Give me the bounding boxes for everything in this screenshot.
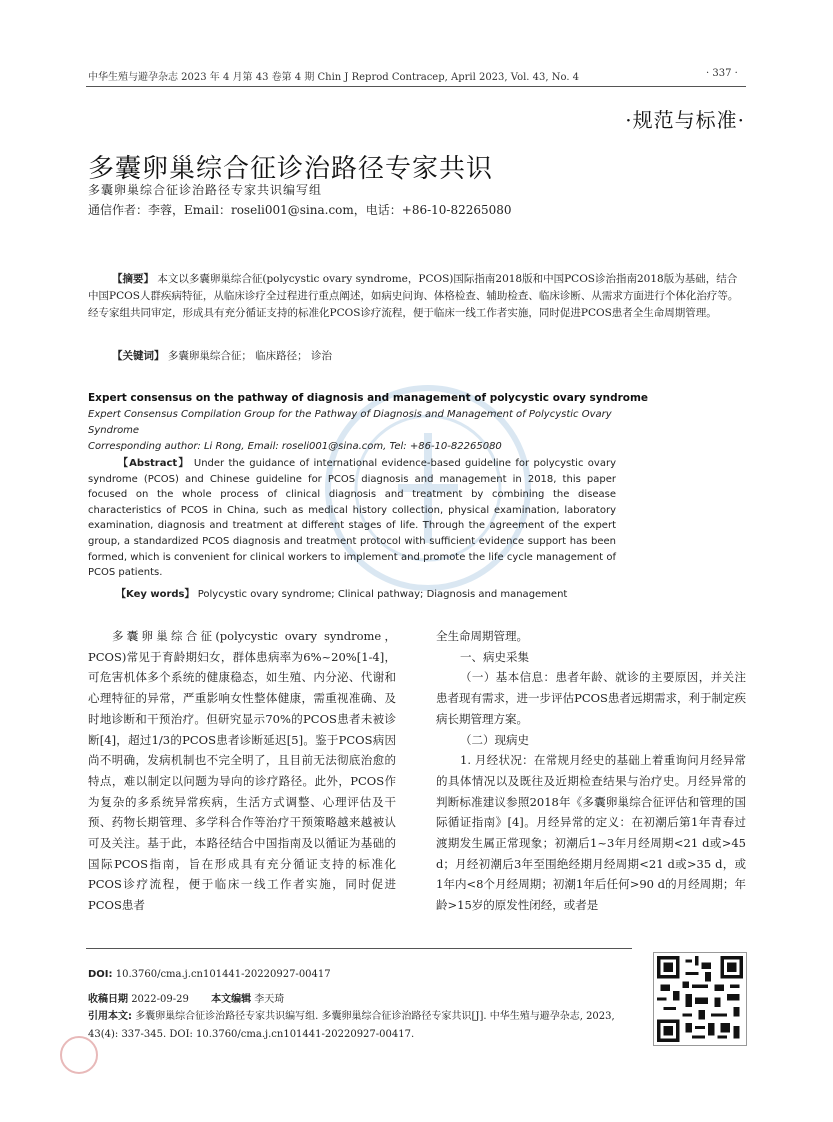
header-rule xyxy=(86,86,746,87)
english-author-group: Expert Consensus Compilation Group for the Pathway of Diagnosis and Management of Polycystic Ovary Syndrome xyxy=(88,409,612,436)
running-header: 中华生殖与避孕杂志 2023 年 4 月第 43 卷第 4 期 Chin J Reprod Contracep, April 2023, Vol. 43, No. 4 xyxy=(88,72,580,83)
english-abstract-label: 【Abstract】 xyxy=(118,458,190,469)
english-abstract xyxy=(88,456,616,581)
keywords-cn xyxy=(112,348,332,363)
keywords-cn-label: 【关键词】 xyxy=(112,350,165,362)
body-paragraph: 全生命周期管理。 xyxy=(436,629,528,643)
doi-value: 10.3760/cma.j.cn101441-20220927-00417 xyxy=(115,969,331,980)
qr-code-icon xyxy=(653,952,747,1046)
english-keywords-label: 【Key words】 xyxy=(116,589,195,600)
body-column-left xyxy=(88,626,396,916)
corresponding-author: 通信作者：李蓉，Email：roseli001@sina.com，电话：+86-10-82265080 xyxy=(88,203,512,217)
doi-line xyxy=(88,969,331,980)
doi-label: DOI: xyxy=(88,969,113,980)
section-heading: 一、病史采集 xyxy=(460,649,529,664)
section-tag: ·规范与标准· xyxy=(625,108,745,132)
english-title: Expert consensus on the pathway of diagnosis and management of polycystic ovary syndrome xyxy=(88,392,649,404)
body-column-right xyxy=(436,626,746,916)
body-paragraph: 1. 月经状况：在常规月经史的基础上着重询问月经异常的具体情况以及既往及近期检查结果与治疗史。月经异常的判断标准建议参照2018年《多囊卵巢综合征评估和管理的国际循证指南》[4]。月经异常的定义：在初潮后第1年青春过渡期发生属正常现象；初潮后1~3年月经周期<21 d或>45 d；月经初潮后3年至围绝经期月经周期<21 d或>35 d，或1年内<8个月经周期；初潮1年后任何>90 d的月经周期；年龄>15岁的原发性闭经，或者是 xyxy=(436,753,746,913)
cite-label: 引用本文: xyxy=(88,1011,132,1022)
footer-rule xyxy=(86,948,632,949)
english-keywords xyxy=(116,585,567,600)
author-group: 多囊卵巢综合征诊治路径专家共识编写组 xyxy=(88,183,323,197)
english-keywords-text: Polycystic ovary syndrome; Clinical pathway; Diagnosis and management xyxy=(197,589,568,600)
abstract-cn xyxy=(88,271,746,322)
article-title: 多囊卵巢综合征诊治路径专家共识 xyxy=(88,154,494,184)
body-paragraph: （一）基本信息：患者年龄、就诊的主要原因，并关注患者现有需求，进一步评估PCOS患者远期需求，利于制定疾病长期管理方案。 xyxy=(436,670,746,726)
abstract-cn-text: 本文以多囊卵巢综合征(polycystic ovary syndrome，PCOS)国际指南2018版和中国PCOS诊治指南2018版为基础，结合中国PCOS人群疾病特征，从临床诊疗全过程进行重点阐述，如病史问询、体格检查、辅助检查、临床诊断、从需求方面进行个体化治疗等。经专家组共同审定，形成具有充分循证支持的标准化PCOS诊疗流程，便于临床一线工作者实施，同时促进PCOS患者全生命周期管理。 xyxy=(88,273,739,319)
received-label: 收稿日期 xyxy=(88,994,128,1005)
abstract-cn-label: 【摘要】 xyxy=(112,273,154,285)
keywords-cn-text: 多囊卵巢综合征； 临床路径； 诊治 xyxy=(167,350,333,362)
publisher-logo-icon xyxy=(60,1036,98,1074)
english-abstract-text: Under the guidance of international evidence-based guideline for polycystic ovary syndrome (PCOS) and Chinese guideline for PCOS diagnosis and management in 2018, this paper focused on the whole process of clinical diagnosis and treatment by combining the disease characteristics of PCOS in China, such as medical history collection, physical examination, laboratory examination, diagnosis and treatment at different stages of life. Through the agreement of the expert group, a standardized PCOS diagnosis and treatment protocol with sufficient evidence support has been formed, which is convenient for clinical workers to implement and promote the life cycle management of PCOS patients. xyxy=(88,458,616,579)
citation xyxy=(88,1008,636,1044)
cite-text: 多囊卵巢综合征诊治路径专家共识编写组. 多囊卵巢综合征诊治路径专家共识[J]. 中华生殖与避孕杂志, 2023, 43(4): 337-345. DOI: 10.3760/cma.j.cn101441-20220927-00417. xyxy=(88,1011,615,1040)
received-line xyxy=(88,990,284,1005)
editor-label: 本文编辑 xyxy=(211,994,252,1005)
page-number: · 337 · xyxy=(706,68,738,79)
english-corresponding: Corresponding author: Li Rong, Email: roseli001@sina.com, Tel: +86-10-82265080 xyxy=(88,441,502,452)
body-paragraph: 多囊卵巢综合征(polycystic ovary syndrome，PCOS)常见于育龄期妇女，群体患病率为6%~20%[1-4]，可危害机体多个系统的健康稳态，如生殖、内分泌、代谢和心理特征的异常，严重影响女性整体健康，需重视准确、及时地诊断和干预治疗。但研究显示70%的PCOS患者未被诊断[4]，超过1/3的PCOS患者诊断延迟[5]。鉴于PCOS病因尚不明确，发病机制也不完全明了，且目前无法彻底治愈的特点，难以制定以问题为导向的诊疗路径。此外，PCOS作为复杂的多系统异常疾病，生活方式调整、心理评估及干预、药物长期管理、多学科合作等治疗干预策略越来越被认可及关注。基于此，本路径结合中国指南及以循证为基础的国际PCOS指南，旨在形成具有充分循证支持的标准化PCOS诊疗流程，便于临床一线工作者实施，同时促进PCOS患者 xyxy=(88,629,396,913)
editor-name: 李天琦 xyxy=(254,994,285,1005)
received-date: 2022-09-29 xyxy=(131,994,189,1005)
subsection-heading: （二）现病史 xyxy=(460,732,529,747)
